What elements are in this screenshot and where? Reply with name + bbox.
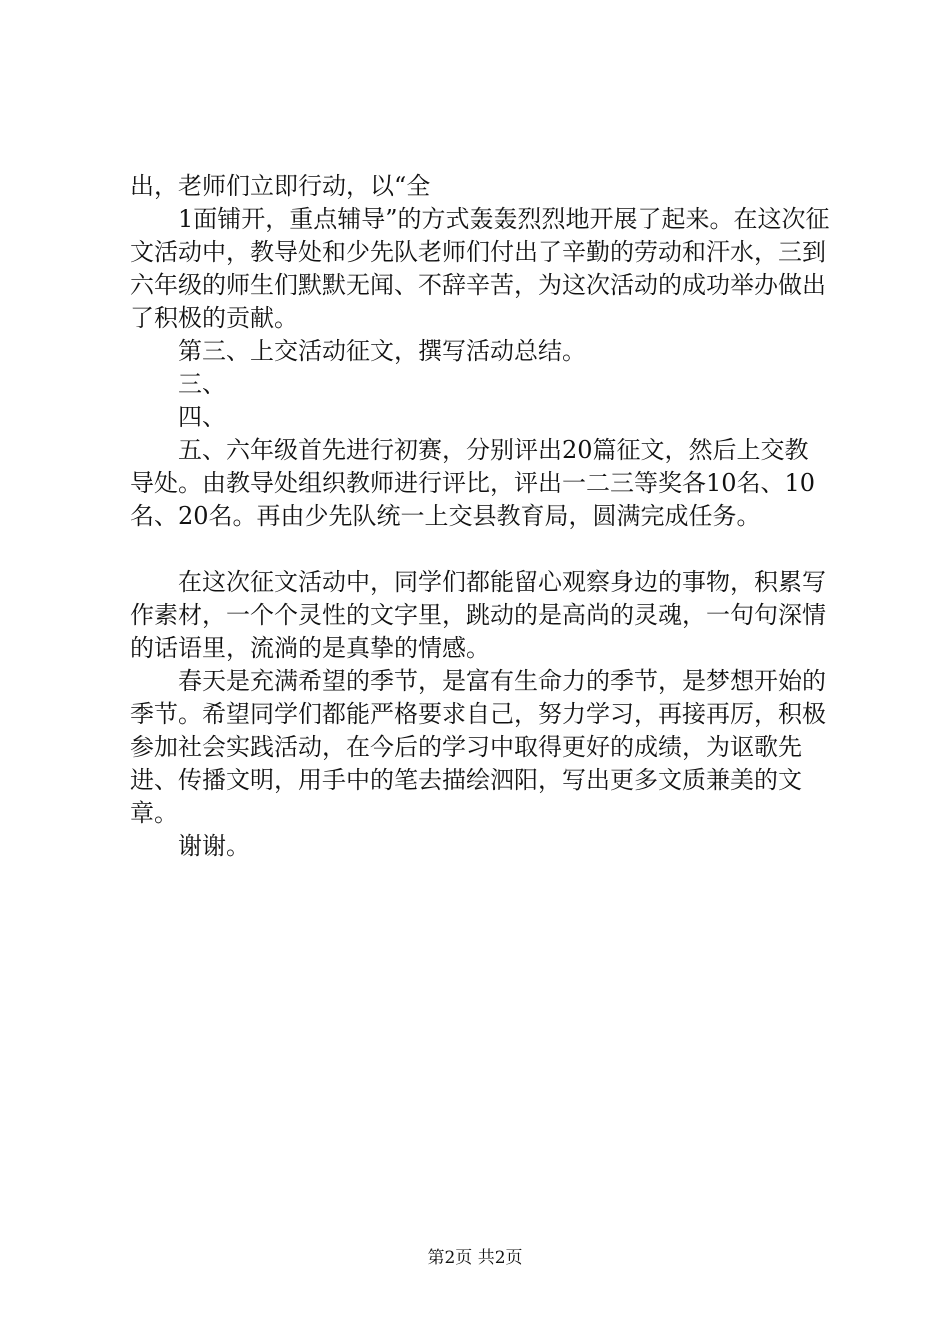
paragraph-6: 五、六年级首先进行初赛，分别评出20篇征文，然后上交教导处。由教导处组织教师进行评比，评出一二三等奖各10名、10名、20名。再由少先队统一上交县教育局，圆满完成任务。 (130, 436, 816, 530)
paragraph-3: 第三、上交活动征文，撰写活动总结。 (178, 337, 586, 365)
paragraph-7: 在这次征文活动中，同学们都能留心观察身边的事物，积累写作素材，一个个灵性的文字里，跳动的是高尚的灵魂，一句句深情的话语里，流淌的是真挚的情感。 (130, 568, 826, 662)
paragraph-1: 出，老师们立即行动，以“全 (130, 172, 431, 200)
paragraph-gap (130, 533, 830, 566)
paragraph-2: 1面铺开，重点辅导”的方式轰轰烈烈地开展了起来。在这次征文活动中，教导处和少先队老师们付出了辛勤的劳动和汗水，三到六年级的师生们默默无闻、不辞辛苦，为这次活动的成功举办做出了积极的贡献。 (130, 205, 830, 332)
paragraph-8: 春天是充满希望的季节，是富有生命力的季节，是梦想开始的季节。希望同学们都能严格要求自己，努力学习，再接再厉，积极参加社会实践活动，在今后的学习中取得更好的成绩，为讴歌先进、传播文明，用手中的笔去描绘泗阳，写出更多文质兼美的文章。 (130, 667, 826, 827)
document-body (130, 170, 830, 863)
paragraph-5: 四、 (178, 403, 226, 431)
paragraph-9: 谢谢。 (178, 832, 250, 860)
page-number-footer: 第2页 共2页 (427, 1248, 523, 1268)
paragraph-4: 三、 (178, 370, 226, 398)
